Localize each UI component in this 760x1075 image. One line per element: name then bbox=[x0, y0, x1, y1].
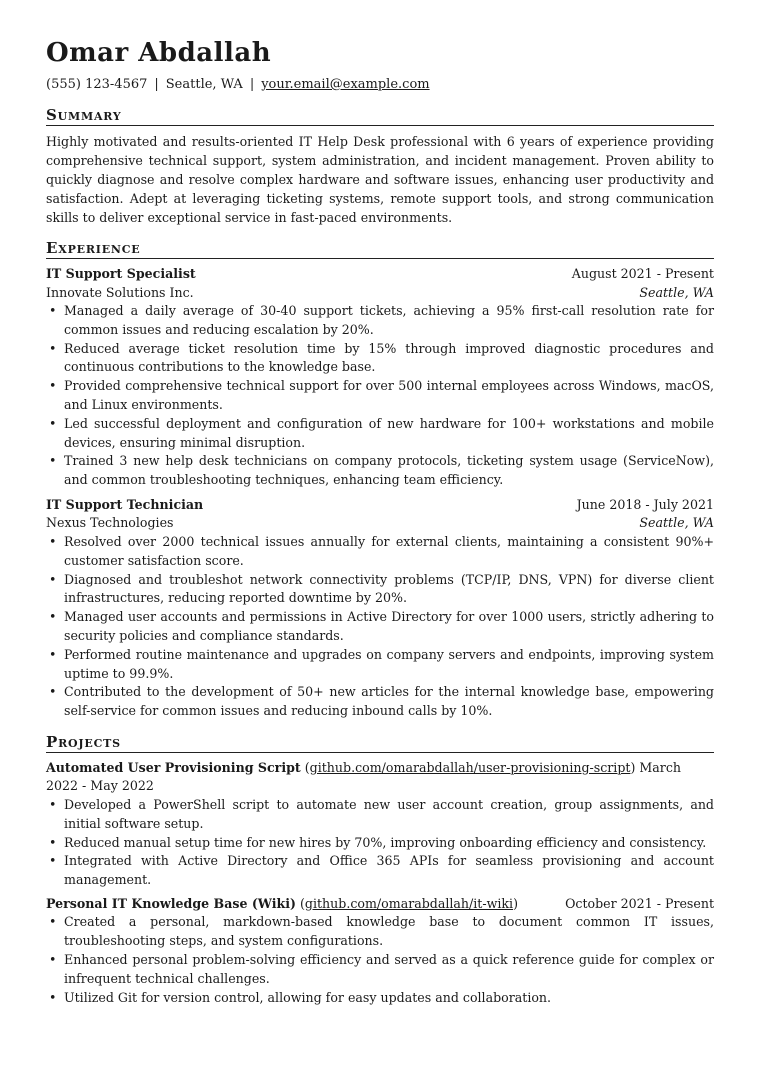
job-role: IT Support Specialist bbox=[46, 266, 196, 281]
bullet-item: • Enhanced personal problem-solving efficiency and served as a quick reference guide for complex or infrequent technical challenges. bbox=[46, 951, 714, 989]
project-dates: March 2022 - May 2022 bbox=[46, 759, 681, 794]
job-role: IT Support Technician bbox=[46, 496, 204, 512]
email-link[interactable]: your.email@example.com bbox=[261, 77, 430, 92]
job-dates: June 2018 - July 2021 bbox=[576, 496, 714, 512]
bullet-item: • Reduced manual setup time for new hires by 70%, improving onboarding efficiency and consistency. bbox=[46, 834, 714, 853]
job-bullets bbox=[46, 533, 714, 721]
bullet-item: • Diagnosed and troubleshot network connectivity problems (TCP/IP, DNS, VPN) for diverse client infrastructures, reducing reported downtime by 20%. bbox=[46, 571, 714, 609]
bullet-item: • Managed user accounts and permissions in Active Directory for over 1000 users, strictly adhering to security policies and compliance standards. bbox=[46, 608, 714, 646]
location: Seattle, WA bbox=[165, 77, 243, 92]
job-company: Nexus Technologies bbox=[46, 515, 174, 531]
bullet-item: • Contributed to the development of 50+ new articles for the internal knowledge base, empowering self-service for common issues and reducing inbound calls by 10%. bbox=[46, 683, 714, 721]
job-location: Seattle, WA bbox=[639, 515, 714, 531]
contact-line bbox=[46, 76, 714, 94]
project-bullets bbox=[46, 913, 714, 1007]
bullet-item: • Developed a PowerShell script to automate new user account creation, group assignments, and initial software setup. bbox=[46, 796, 714, 834]
candidate-name: Omar Abdallah bbox=[46, 38, 272, 68]
job-location: Seattle, WA bbox=[639, 284, 714, 300]
project-name: Automated User Provisioning Script bbox=[46, 759, 301, 775]
contact-separator: | bbox=[154, 77, 159, 92]
summary-heading: Summary bbox=[46, 106, 714, 126]
project-link[interactable]: github.com/omarabdallah/user-provisioning-script bbox=[309, 759, 631, 775]
phone-number: (555) 123-4567 bbox=[46, 77, 148, 92]
project-dates: October 2021 - Present bbox=[565, 895, 714, 911]
project-entry bbox=[46, 895, 714, 1007]
summary-text: Highly motivated and results-oriented IT Help Desk professional with 6 years of experience providing comprehensive technical support, system administration, and incident management. Proven ability to quickly diagnose and resolve complex hardware and software issues, enhancing user productivity and satisfaction. Adept at leveraging ticketing systems, remote support tools, and strong communication skills to deliver exceptional service in fast-paced environments. bbox=[46, 134, 714, 225]
bullet-item: • Created a personal, markdown-based knowledge base to document common IT issues, troubleshooting steps, and system configurations. bbox=[46, 913, 714, 951]
bullet-item: • Resolved over 2000 technical issues annually for external clients, maintaining a consistent 90%+ customer satisfaction score. bbox=[46, 533, 714, 571]
job-entry bbox=[46, 496, 714, 721]
job-bullets bbox=[46, 302, 714, 490]
bullet-item: • Trained 3 new help desk technicians on company protocols, ticketing system usage (ServiceNow), and common troubleshooting techniques, enhancing team efficiency. bbox=[46, 452, 714, 490]
job-company: Innovate Solutions Inc. bbox=[46, 284, 194, 300]
bullet-item: • Reduced average ticket resolution time by 15% through improved diagnostic procedures and continuous contributions to the knowledge base. bbox=[46, 340, 714, 378]
project-link[interactable]: github.com/omarabdallah/it-wiki bbox=[304, 895, 514, 911]
contact-separator: | bbox=[249, 77, 255, 92]
projects-heading: Projects bbox=[46, 733, 714, 753]
job-dates: August 2021 - Present bbox=[571, 266, 714, 281]
job-entry bbox=[46, 265, 714, 490]
bullet-item: • Provided comprehensive technical support for over 500 internal employees across Windows, macOS, and Linux environments. bbox=[46, 377, 714, 415]
bullet-item: • Led successful deployment and configuration of new hardware for 100+ workstations and mobile devices, ensuring minimal disruption. bbox=[46, 415, 714, 453]
project-header: Personal IT Knowledge Base (Wiki) (github.com/omarabdallah/it-wiki) October 2021 - Present bbox=[46, 895, 714, 914]
project-entry bbox=[46, 759, 714, 890]
experience-heading: Experience bbox=[46, 239, 714, 259]
bullet-item: • Managed a daily average of 30-40 support tickets, achieving a 95% first-call resolution rate for common issues and reducing escalation by 20%. bbox=[46, 302, 714, 340]
project-name: Personal IT Knowledge Base (Wiki) bbox=[46, 895, 296, 911]
project-header: Automated User Provisioning Script (github.com/omarabdallah/user-provisioning-script) March 2022 - May 2022 bbox=[46, 759, 681, 794]
project-bullets bbox=[46, 796, 714, 890]
resume-page bbox=[46, 38, 714, 1012]
bullet-item: • Utilized Git for version control, allowing for easy updates and collaboration. bbox=[46, 989, 714, 1008]
bullet-item: • Integrated with Active Directory and Office 365 APIs for seamless provisioning and account management. bbox=[46, 852, 714, 890]
bullet-item: • Performed routine maintenance and upgrades on company servers and endpoints, improving system uptime to 99.9%. bbox=[46, 646, 714, 684]
